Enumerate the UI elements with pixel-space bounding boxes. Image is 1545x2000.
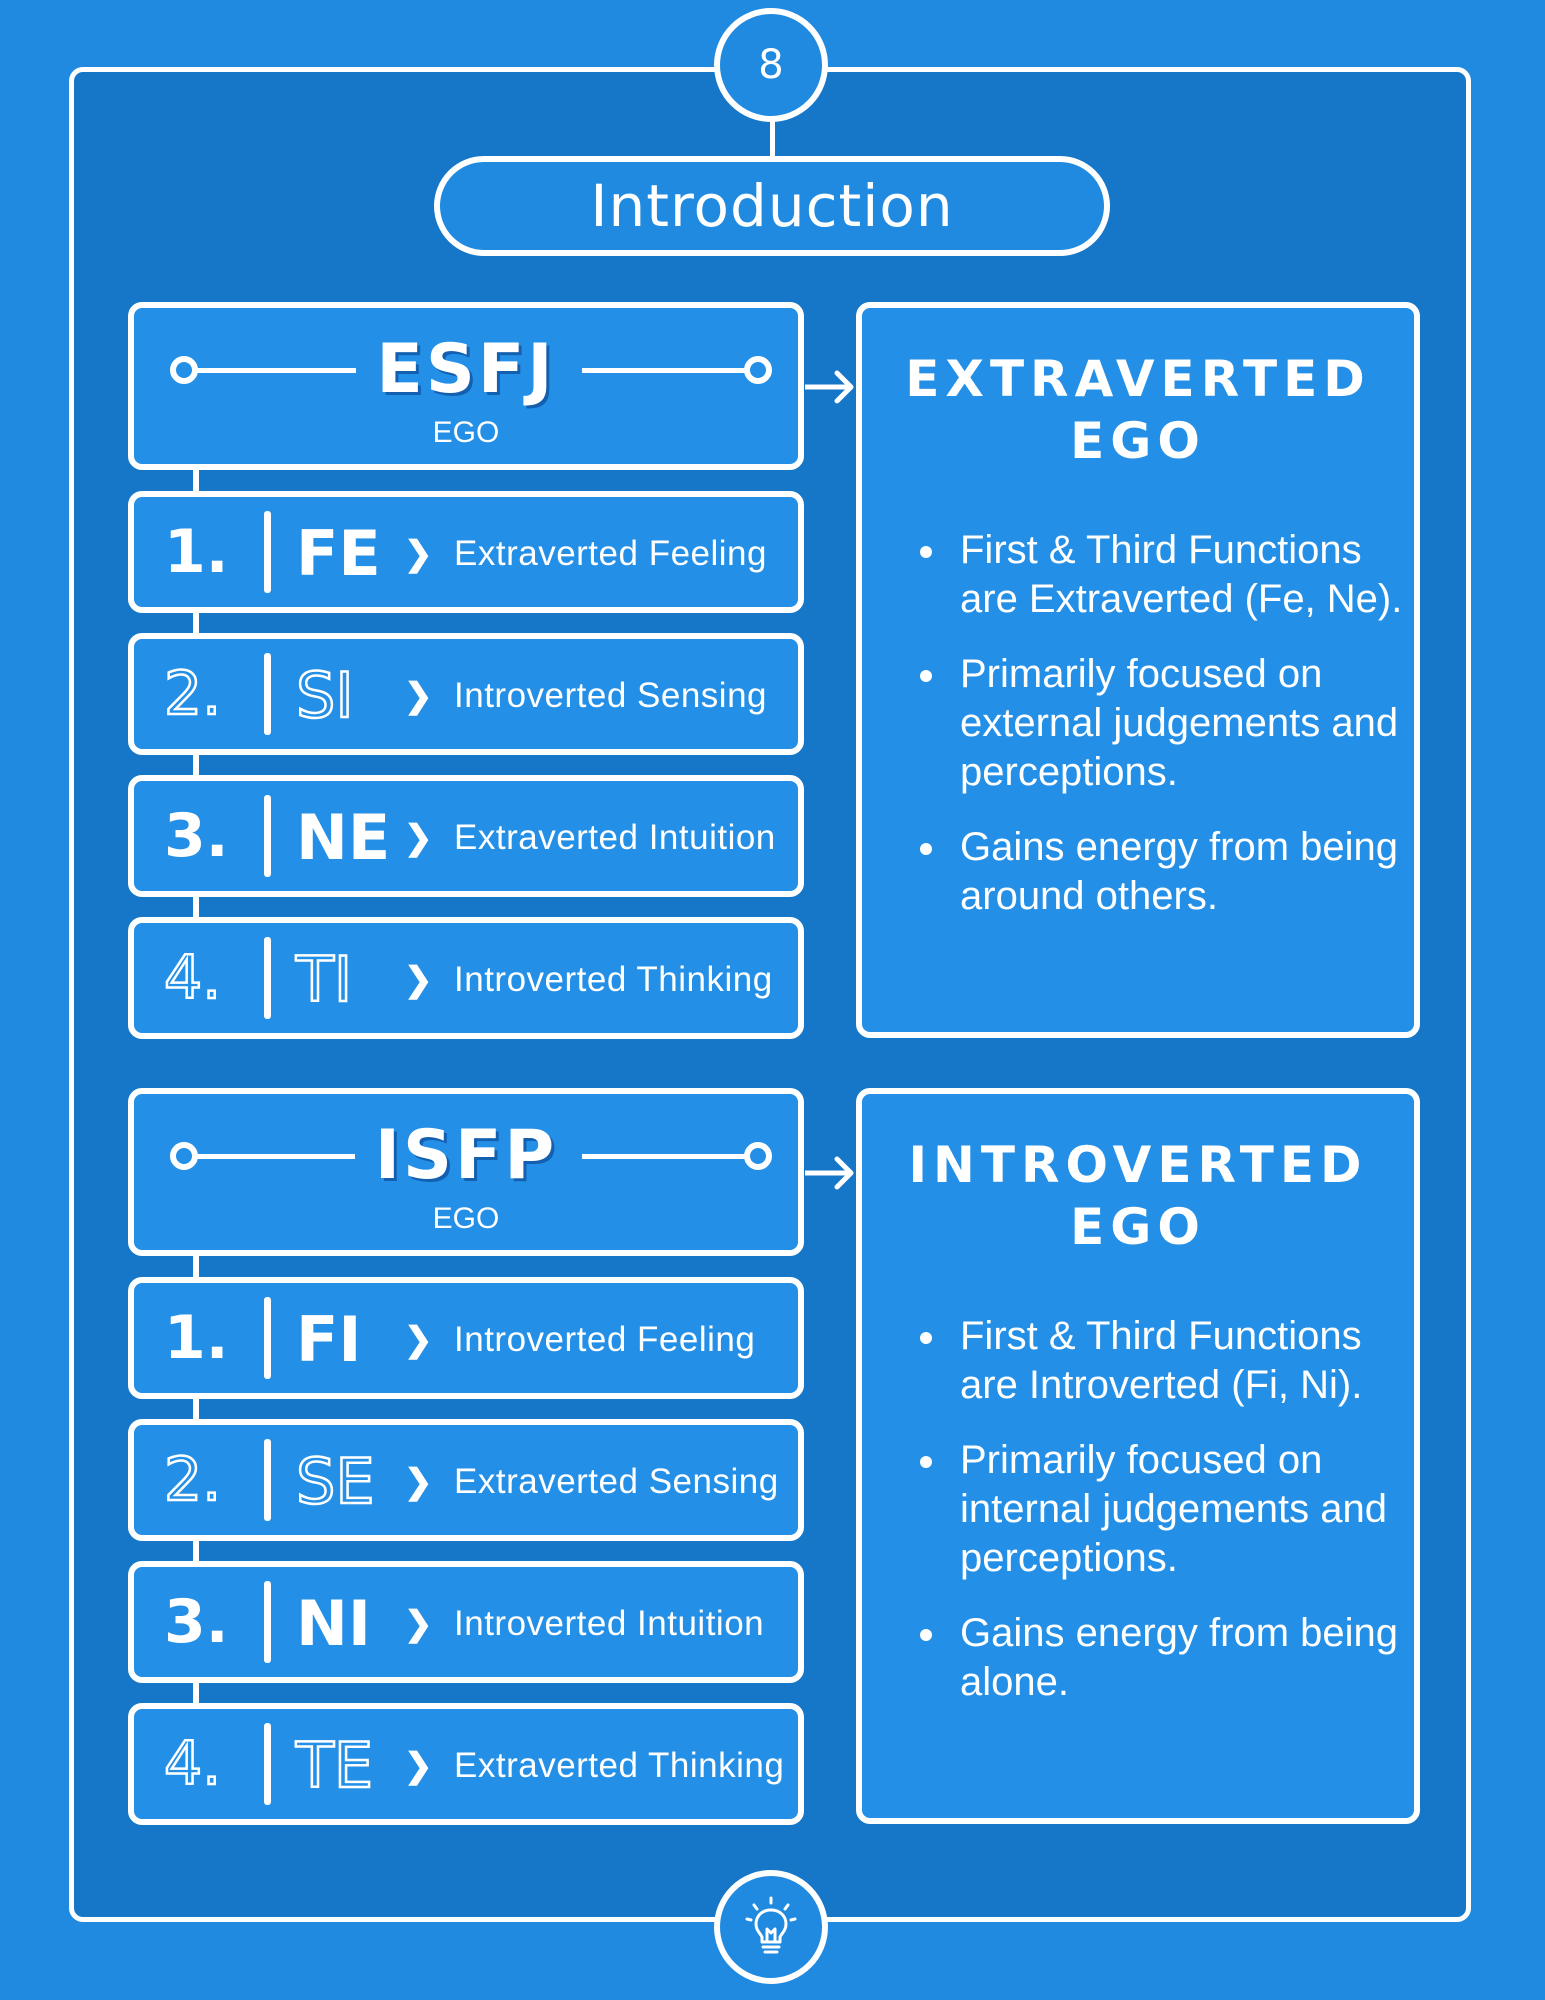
type-subtitle: EGO [432, 1202, 500, 1235]
function-divider [264, 937, 271, 1019]
function-code: TE [296, 1729, 374, 1802]
function-divider [264, 1297, 271, 1379]
function-label: Extraverted Intuition [454, 818, 776, 857]
function-label: Extraverted Feeling [454, 534, 767, 573]
function-code: TI [296, 943, 353, 1016]
description-card [856, 302, 1420, 1038]
type-name: ESFJ [134, 330, 798, 409]
function-number: 1. [164, 1303, 229, 1373]
chevron-right-icon: ❯ [404, 961, 433, 999]
function-code: FE [296, 517, 381, 590]
chevron-right-icon: ❯ [404, 819, 433, 857]
function-row [128, 1277, 804, 1399]
function-code: SI [296, 659, 354, 732]
type-subtitle: EGO [432, 416, 500, 449]
bullet-item: Gains energy from being around others. [960, 823, 1414, 921]
function-divider [264, 795, 271, 877]
title-connector [770, 120, 775, 157]
function-row [128, 917, 804, 1039]
function-label: Introverted Intuition [454, 1604, 765, 1643]
chevron-right-icon: ❯ [404, 1463, 433, 1501]
function-label: Introverted Sensing [454, 676, 768, 715]
chevron-right-icon: ❯ [404, 1321, 433, 1359]
description-bullets [862, 1312, 1414, 1707]
chevron-right-icon: ❯ [404, 1605, 433, 1643]
footer-badge [714, 1870, 828, 1984]
function-row [128, 1561, 804, 1683]
bullet-item: First & Third Functions are Introverted (Fi, Ni). [960, 1312, 1414, 1410]
function-code: FI [296, 1303, 362, 1376]
bullet-item: Gains energy from being alone. [960, 1609, 1414, 1707]
function-row [128, 775, 804, 897]
arrow-right-icon [803, 1153, 857, 1193]
description-bullets [862, 526, 1414, 921]
function-label: Extraverted Sensing [454, 1462, 779, 1501]
function-number: 2. [164, 659, 222, 729]
chevron-right-icon: ❯ [404, 677, 433, 715]
function-row [128, 633, 804, 755]
function-number: 1. [164, 517, 229, 587]
function-number: 4. [164, 943, 222, 1013]
function-number: 2. [164, 1445, 222, 1515]
chevron-right-icon: ❯ [404, 1747, 433, 1785]
function-divider [264, 1723, 271, 1805]
function-label: Introverted Feeling [454, 1320, 756, 1359]
function-row [128, 491, 804, 613]
function-row [128, 1703, 804, 1825]
description-card [856, 1088, 1420, 1824]
function-code: SE [296, 1445, 375, 1518]
bullet-item: Primarily focused on external judgements and perceptions. [960, 650, 1414, 797]
function-divider [264, 1439, 271, 1521]
function-code: NE [296, 801, 391, 874]
function-label: Extraverted Thinking [454, 1746, 785, 1785]
function-number: 4. [164, 1729, 222, 1799]
page-number: 8 [714, 8, 828, 122]
description-heading: EXTRAVERTED EGO [905, 350, 1371, 470]
function-row [128, 1419, 804, 1541]
function-divider [264, 1581, 271, 1663]
function-number: 3. [164, 1587, 229, 1657]
section-title: Introduction [434, 156, 1110, 256]
type-header [128, 302, 804, 470]
function-label: Introverted Thinking [454, 960, 773, 999]
chevron-right-icon: ❯ [404, 535, 433, 573]
function-divider [264, 653, 271, 735]
type-header [128, 1088, 804, 1256]
bullet-item: Primarily focused on internal judgements and perceptions. [960, 1436, 1414, 1583]
bullet-item: First & Third Functions are Extraverted (Fe, Ne). [960, 526, 1414, 624]
type-name: ISFP [134, 1116, 798, 1195]
description-heading: INTROVERTED EGO [908, 1136, 1368, 1256]
function-code: NI [296, 1587, 371, 1660]
lightbulb-icon [720, 1876, 822, 1978]
function-number: 3. [164, 801, 229, 871]
arrow-right-icon [803, 367, 857, 407]
function-divider [264, 511, 271, 593]
